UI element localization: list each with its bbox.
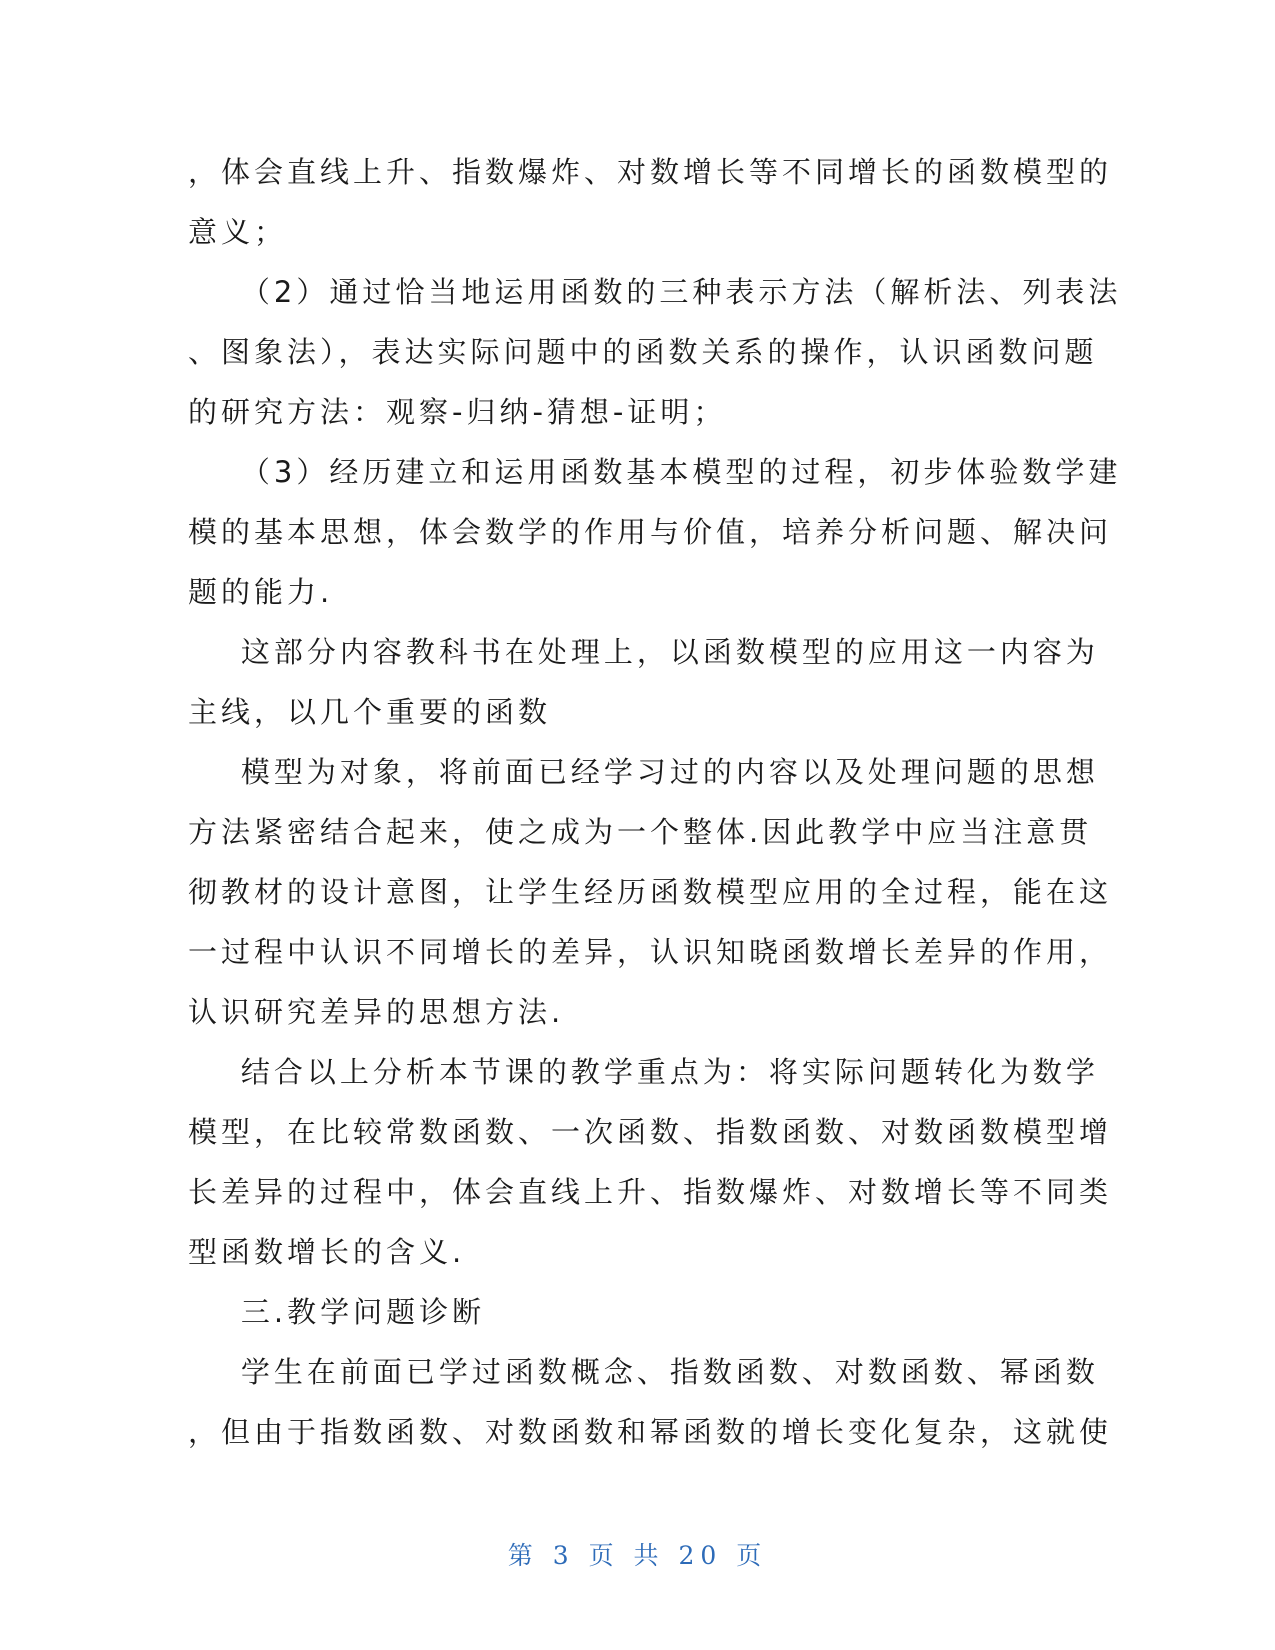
text-line: （3）经历建立和运用函数基本模型的过程，初步体验数学建 (188, 455, 1122, 489)
text-line: 学生在前面已学过函数概念、指数函数、对数函数、幂函数 (188, 1355, 1099, 1389)
text-line: 彻教材的设计意图，让学生经历函数模型应用的全过程，能在这 (188, 875, 1113, 909)
text-line: 方法紧密结合起来，使之成为一个整体.因此教学中应当注意贯 (188, 815, 1093, 849)
text-line: 的研究方法：观察-归纳-猜想-证明； (188, 395, 727, 429)
text-line: 型函数增长的含义. (188, 1235, 466, 1269)
text-line: ，体会直线上升、指数爆炸、对数增长等不同增长的函数模型的 (188, 155, 1113, 189)
text-line: 模的基本思想，体会数学的作用与价值，培养分析问题、解决问 (188, 515, 1113, 549)
document-body (188, 142, 1122, 1462)
text-line: 意义； (188, 215, 288, 249)
text-line: 一过程中认识不同增长的差异，认识知晓函数增长差异的作用， (188, 935, 1113, 969)
section-heading: 三.教学问题诊断 (188, 1295, 486, 1329)
text-line: 结合以上分析本节课的教学重点为：将实际问题转化为数学 (188, 1055, 1099, 1089)
text-line: ，但由于指数函数、对数函数和幂函数的增长变化复杂，这就使 (188, 1415, 1113, 1449)
text-line: 、图象法），表达实际问题中的函数关系的操作，认识函数问题 (188, 335, 1098, 369)
text-line: 模型，在比较常数函数、一次函数、指数函数、对数函数模型增 (188, 1115, 1113, 1149)
text-line: 认识研究差异的思想方法. (188, 995, 565, 1029)
text-line: （2）通过恰当地运用函数的三种表示方法（解析法、列表法 (188, 275, 1122, 309)
text-line: 主线，以几个重要的函数 (188, 695, 552, 729)
page-number-footer: 第 3 页 共 20 页 (507, 1541, 768, 1570)
text-line: 长差异的过程中，体会直线上升、指数爆炸、对数增长等不同类 (188, 1175, 1113, 1209)
text-line: 模型为对象，将前面已经学习过的内容以及处理问题的思想 (188, 755, 1099, 789)
text-line: 题的能力. (188, 575, 334, 609)
text-line: 这部分内容教科书在处理上，以函数模型的应用这一内容为 (188, 635, 1099, 669)
